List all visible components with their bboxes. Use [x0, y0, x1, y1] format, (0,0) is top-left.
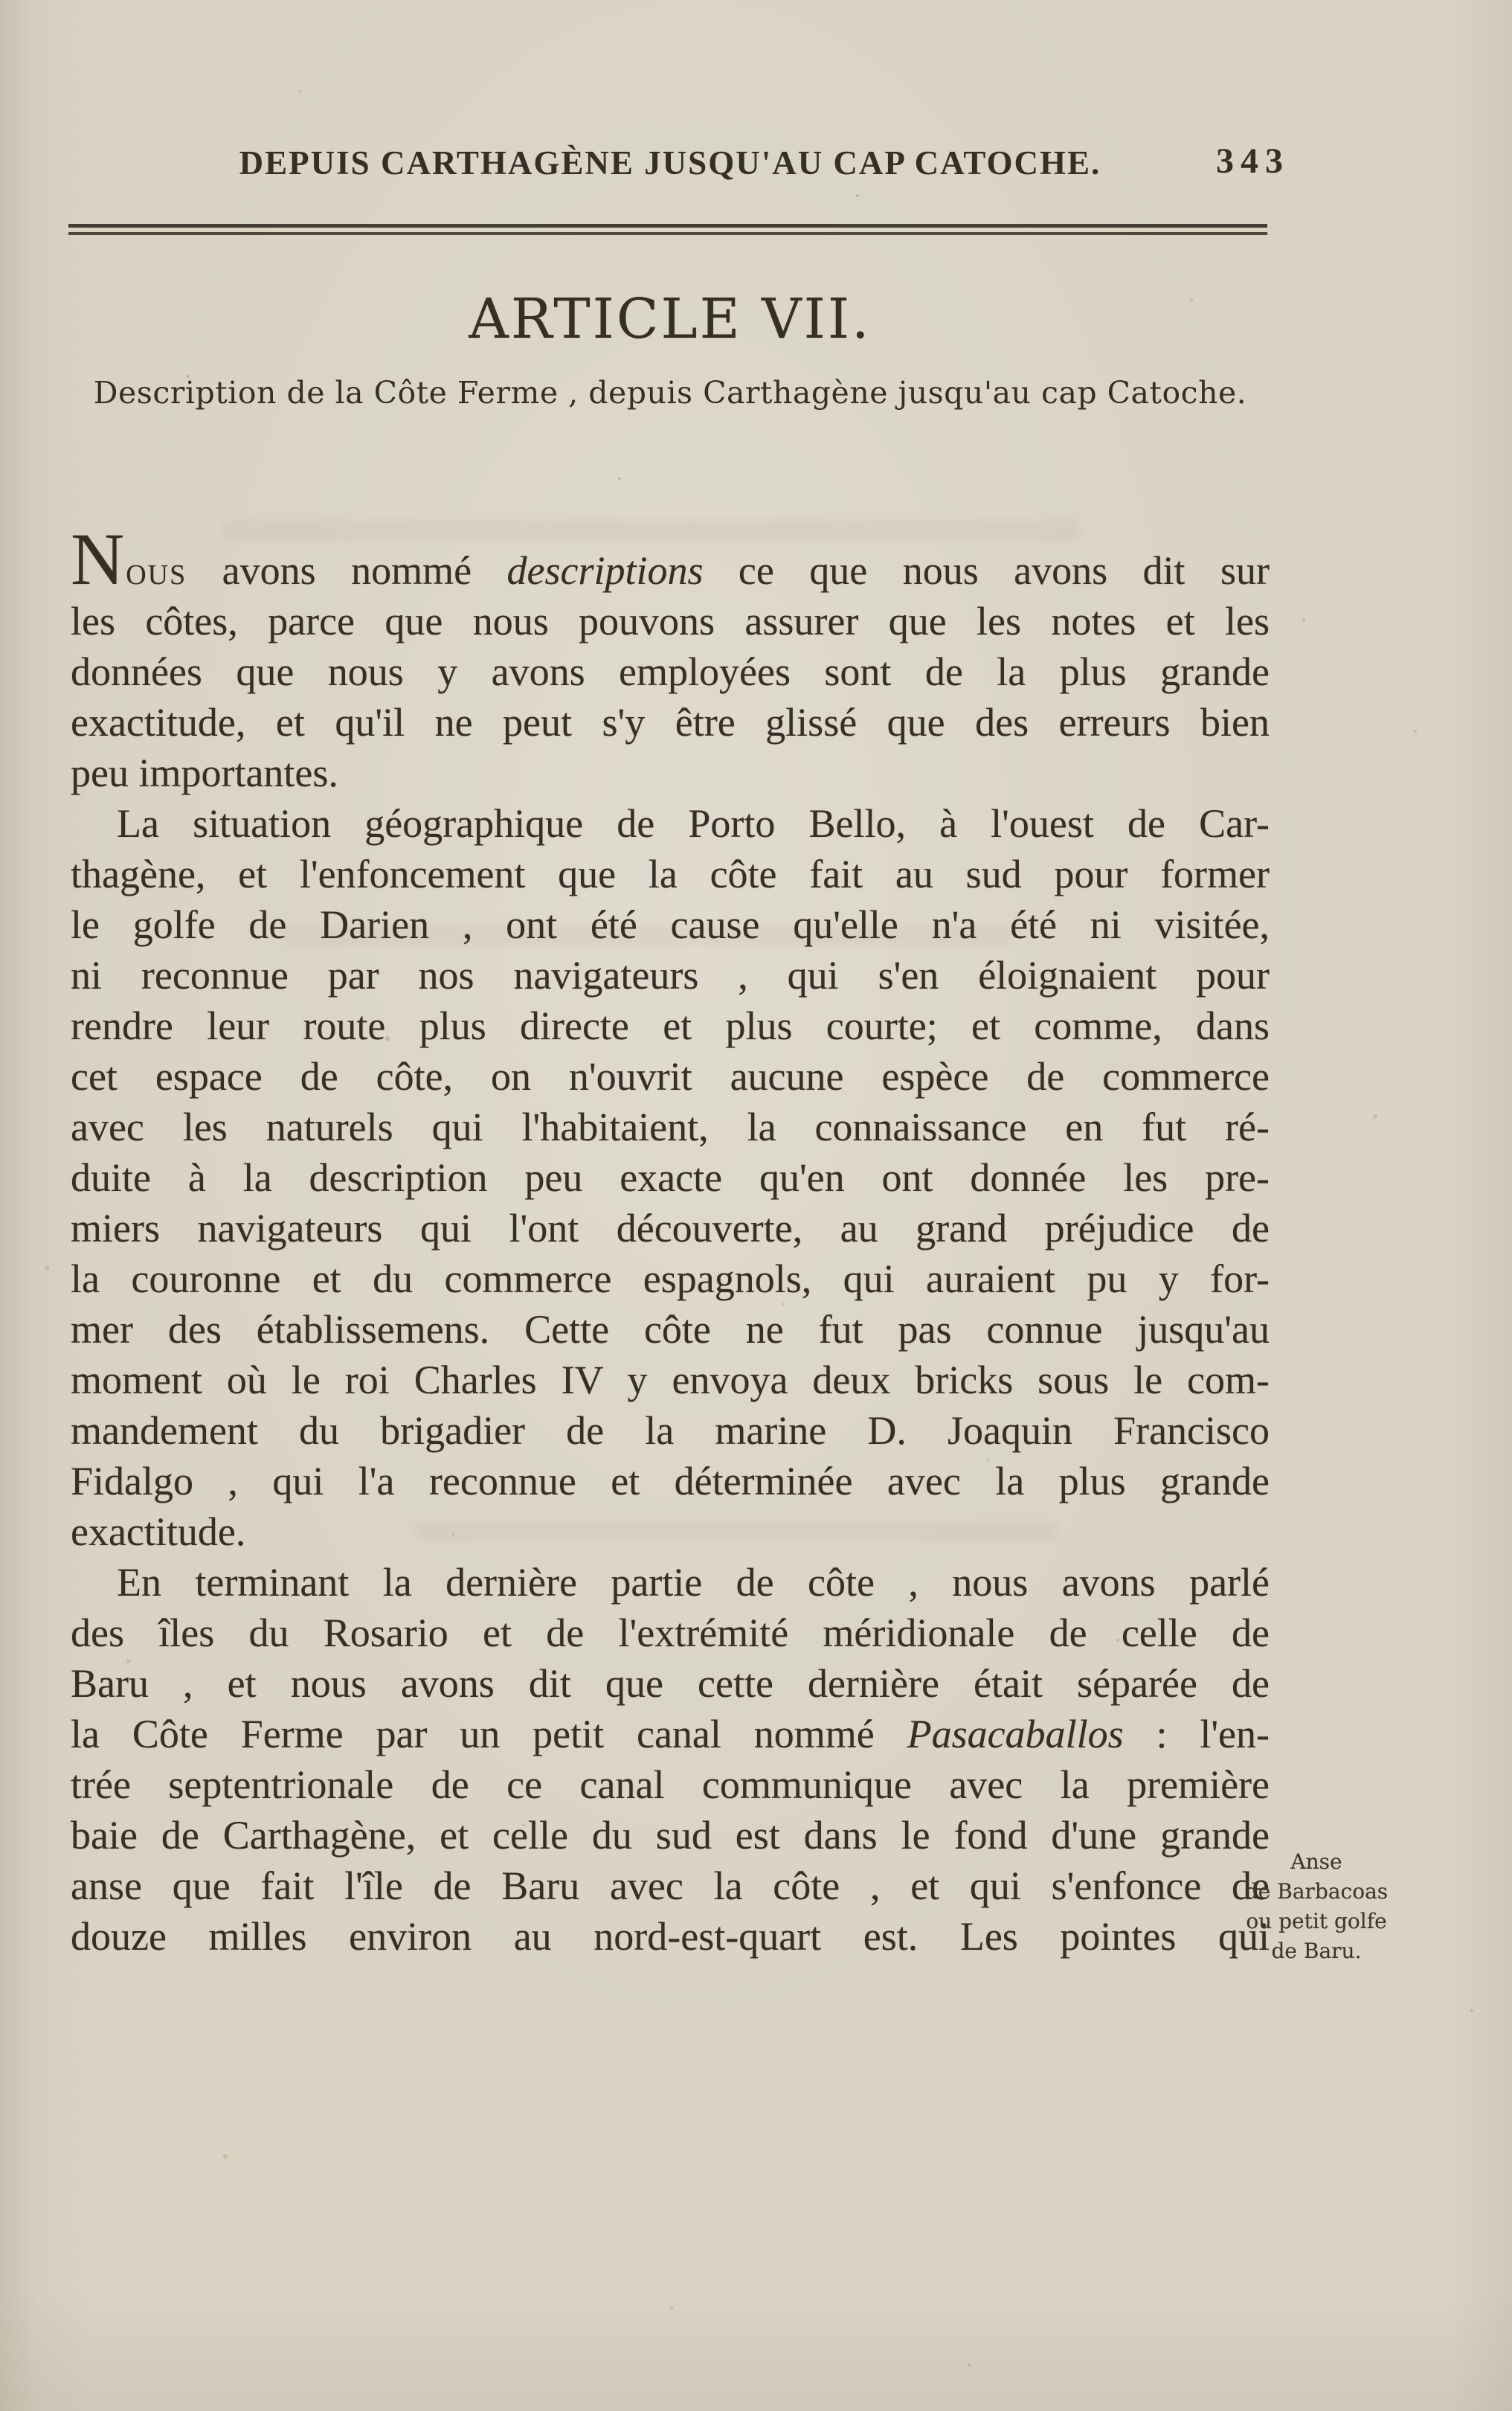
italic-text: descriptions	[506, 548, 704, 593]
body-line	[71, 1001, 1270, 1051]
body-text: thagène, et l'enfoncement que la côte fait au sud pour former	[71, 852, 1270, 896]
body-line	[71, 1911, 1270, 1962]
body-line	[71, 1203, 1270, 1253]
body-text: cet espace de côte, on n'ouvrit aucune espèce de commerce	[71, 1054, 1270, 1099]
body-text: trée septentrionale de ce canal communique avec la première	[71, 1762, 1270, 1807]
body-line	[71, 1709, 1270, 1759]
margin-note-line: de Barbacoas	[1244, 1879, 1389, 1904]
body-text: données que nous y avons employées sont de la plus grande	[71, 649, 1270, 694]
body-line	[71, 1253, 1270, 1304]
body-line	[71, 1759, 1270, 1810]
body-line	[71, 1405, 1270, 1456]
body-text: exactitude.	[71, 1509, 246, 1554]
bleed-through-smudge	[223, 521, 1078, 540]
margin-note	[1206, 1847, 1426, 1966]
body-text: avec les naturels qui l'habitaient, la connaissance en fut ré-	[71, 1105, 1270, 1149]
body-text: mer des établissemens. Cette côte ne fut pas connue jusqu'au	[71, 1307, 1270, 1352]
initial-capital: N	[71, 518, 126, 600]
body-line	[71, 1102, 1270, 1152]
body-line	[71, 1861, 1270, 1911]
article-body	[71, 518, 1270, 1962]
margin-note-line: Anse	[1290, 1849, 1342, 1874]
body-text: Baru , et nous avons dit que cette dernière était séparée de	[71, 1661, 1270, 1706]
body-text: anse que fait l'île de Baru avec la côte , et qui s'enfonce de	[71, 1863, 1270, 1908]
body-line	[71, 518, 1270, 600]
body-text: peu importantes.	[71, 751, 338, 795]
body-text: rendre leur route plus directe et plus courte; et comme, dans	[71, 1004, 1270, 1048]
body-line	[71, 1608, 1270, 1658]
divider-double-rule	[68, 224, 1267, 235]
body-line	[71, 849, 1270, 899]
margin-note-line: ou petit golfe	[1246, 1909, 1387, 1933]
body-text: mandement du brigadier de la marine D. Joaquin Francisco	[71, 1408, 1270, 1453]
body-line	[71, 748, 1270, 798]
body-text: moment où le roi Charles IV y envoya deux bricks sous le com-	[71, 1358, 1270, 1402]
body-text: miers navigateurs qui l'ont découverte, au grand préjudice de	[71, 1206, 1270, 1251]
margin-note-line: de Baru.	[1271, 1939, 1362, 1963]
article-heading: ARTICLE VII.	[469, 287, 872, 351]
body-line	[71, 646, 1270, 697]
body-text: la couronne et du commerce espagnols, qui auraient pu y for-	[71, 1256, 1270, 1301]
body-text: la Côte Ferme par un petit canal nommé	[71, 1712, 907, 1756]
page-number: 343	[1216, 141, 1290, 181]
body-line	[71, 798, 1270, 849]
body-text: Fidalgo , qui l'a reconnue et déterminée avec la plus grande	[71, 1459, 1270, 1503]
body-line	[71, 1810, 1270, 1861]
smallcaps-text: ous	[126, 548, 187, 593]
body-text: exactitude, et qu'il ne peut s'y être glissé que des erreurs bien	[71, 700, 1270, 745]
body-text: En terminant la dernière partie de côte , nous avons parlé	[117, 1560, 1270, 1605]
body-text: : l'en-	[1123, 1712, 1270, 1756]
body-text: avons nommé	[187, 548, 507, 593]
body-text: des îles du Rosario et de l'extrémité méridionale de celle de	[71, 1611, 1270, 1655]
body-line	[71, 950, 1270, 1001]
body-text: douze milles environ au nord-est-quart est. Les pointes qui	[71, 1914, 1270, 1959]
body-text: ni reconnue par nos navigateurs , qui s'en éloignaient pour	[71, 953, 1270, 998]
body-text: ce que nous avons dit sur	[703, 548, 1270, 593]
body-line	[71, 697, 1270, 748]
body-line	[71, 1658, 1270, 1709]
body-line	[71, 1355, 1270, 1405]
running-header	[71, 141, 1290, 182]
paper-speckles	[0, 0, 1, 1]
body-text: baie de Carthagène, et celle du sud est dans le fond d'une grande	[71, 1813, 1270, 1858]
body-text: les côtes, parce que nous pouvons assurer que les notes et les	[71, 599, 1270, 643]
body-text: La situation géographique de Porto Bello, à l'ouest de Car-	[117, 801, 1270, 846]
body-line	[71, 1506, 1270, 1557]
running-header-title: DEPUIS CARTHAGÈNE JUSQU'AU CAP CATOCHE.	[239, 144, 1101, 182]
body-line	[71, 1557, 1270, 1608]
body-line	[71, 899, 1270, 950]
body-line	[71, 1051, 1270, 1102]
body-text: le golfe de Darien , ont été cause qu'elle n'a été ni visitée,	[71, 902, 1270, 947]
body-line	[71, 596, 1270, 646]
body-line	[71, 1152, 1270, 1203]
body-text: duite à la description peu exacte qu'en ont donnée les pre-	[71, 1155, 1270, 1200]
body-line	[71, 1304, 1270, 1355]
body-line	[71, 1456, 1270, 1506]
article-subtitle: Description de la Côte Ferme , depuis Carthagène jusqu'au cap Catoche.	[93, 375, 1247, 411]
italic-text: Pasacaballos	[907, 1712, 1124, 1756]
